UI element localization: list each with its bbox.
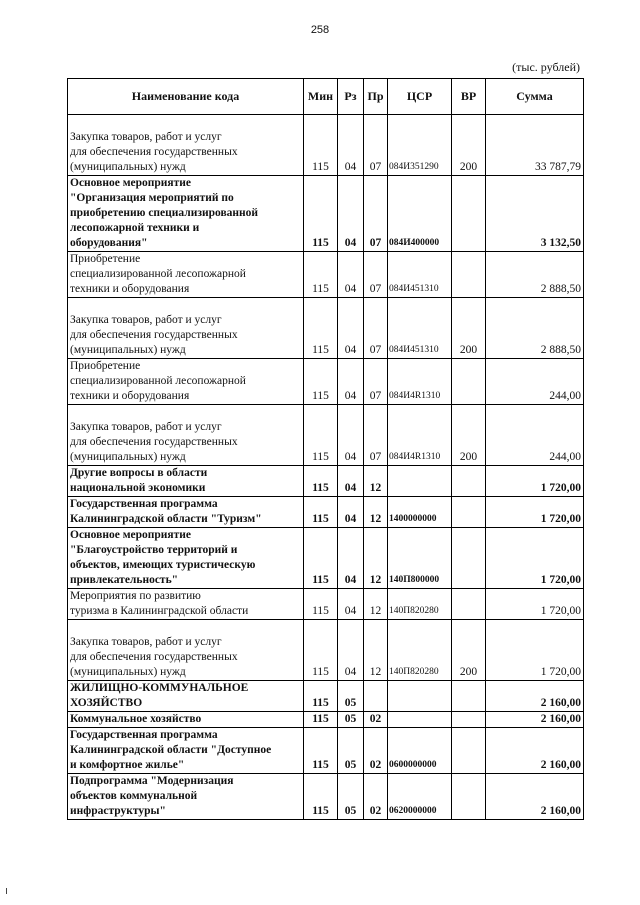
cell-name: Приобретение специализированной лесопожарной техники и оборудования xyxy=(68,359,304,405)
table-row xyxy=(68,728,584,774)
cell-sum: 244,00 xyxy=(486,359,584,405)
cell-min: 115 xyxy=(304,359,338,405)
table-row xyxy=(68,497,584,528)
cell-sum: 2 160,00 xyxy=(486,681,584,712)
cell-min: 115 xyxy=(304,589,338,620)
cell-pr: 12 xyxy=(364,589,388,620)
cell-sum: 3 132,50 xyxy=(486,176,584,252)
cell-sum: 2 160,00 xyxy=(486,774,584,820)
table-row xyxy=(68,359,584,405)
cell-vr xyxy=(452,359,486,405)
table-header-row xyxy=(68,79,584,115)
cell-csr: 084И451310 xyxy=(388,298,452,359)
cell-sum: 1 720,00 xyxy=(486,620,584,681)
cell-vr: 200 xyxy=(452,298,486,359)
cell-pr: 12 xyxy=(364,497,388,528)
cell-name: Подпрограмма "Модернизация объектов коммунальной инфраструктуры" xyxy=(68,774,304,820)
cell-csr: 0620000000 xyxy=(388,774,452,820)
cell-min: 115 xyxy=(304,176,338,252)
cell-pr: 07 xyxy=(364,252,388,298)
cell-pr: 07 xyxy=(364,298,388,359)
header-sum: Сумма xyxy=(486,79,584,115)
cell-csr: 084И400000 xyxy=(388,176,452,252)
cell-min: 115 xyxy=(304,620,338,681)
cell-sum: 1 720,00 xyxy=(486,497,584,528)
cell-csr xyxy=(388,712,452,728)
cell-sum: 1 720,00 xyxy=(486,466,584,497)
cell-sum: 1 720,00 xyxy=(486,528,584,589)
cell-sum: 244,00 xyxy=(486,405,584,466)
table-row xyxy=(68,466,584,497)
cell-csr: 1400000000 xyxy=(388,497,452,528)
cell-vr xyxy=(452,252,486,298)
cell-csr: 140П820280 xyxy=(388,620,452,681)
cell-csr: 140П800000 xyxy=(388,528,452,589)
cell-rz: 04 xyxy=(338,589,364,620)
table-row xyxy=(68,176,584,252)
table-row xyxy=(68,712,584,728)
cell-name: Основное мероприятие "Благоустройство территорий и объектов, имеющих туристическую привлекательность" xyxy=(68,528,304,589)
cell-rz: 04 xyxy=(338,620,364,681)
cell-vr xyxy=(452,681,486,712)
page-number: 258 xyxy=(310,24,330,36)
cell-csr: 084И4R1310 xyxy=(388,405,452,466)
cell-csr: 084И351290 xyxy=(388,115,452,176)
header-name: Наименование кода xyxy=(68,79,304,115)
cell-rz: 05 xyxy=(338,774,364,820)
cell-pr: 07 xyxy=(364,176,388,252)
cell-name: Основное мероприятие "Организация мероприятий по приобретению специализированной лесопожарной техники и оборудования" xyxy=(68,176,304,252)
cell-vr xyxy=(452,497,486,528)
cell-rz: 04 xyxy=(338,298,364,359)
cell-min: 115 xyxy=(304,712,338,728)
cell-rz: 04 xyxy=(338,466,364,497)
cell-rz: 05 xyxy=(338,712,364,728)
cell-vr xyxy=(452,712,486,728)
cell-rz: 04 xyxy=(338,497,364,528)
cell-vr: 200 xyxy=(452,115,486,176)
cell-name: Закупка товаров, работ и услуг для обеспечения государственных (муниципальных) нужд xyxy=(68,298,304,359)
cell-name: Закупка товаров, работ и услуг для обеспечения государственных (муниципальных) нужд xyxy=(68,115,304,176)
cell-sum: 2 888,50 xyxy=(486,298,584,359)
cell-name: Другие вопросы в области национальной экономики xyxy=(68,466,304,497)
table-row xyxy=(68,589,584,620)
cell-name: Закупка товаров, работ и услуг для обеспечения государственных (муниципальных) нужд xyxy=(68,405,304,466)
header-pr: Пр xyxy=(364,79,388,115)
cell-vr xyxy=(452,774,486,820)
table-row xyxy=(68,298,584,359)
units-label: (тыс. рублей) xyxy=(512,60,580,74)
header-vr: ВР xyxy=(452,79,486,115)
cell-name: Закупка товаров, работ и услуг для обеспечения государственных (муниципальных) нужд xyxy=(68,620,304,681)
cell-name: Государственная программа Калининградской области "Доступное и комфортное жилье" xyxy=(68,728,304,774)
table-row xyxy=(68,405,584,466)
cell-vr xyxy=(452,466,486,497)
cell-name: Коммунальное хозяйство xyxy=(68,712,304,728)
cell-name: Приобретение специализированной лесопожарной техники и оборудования xyxy=(68,252,304,298)
cell-name: ЖИЛИЩНО-КОММУНАЛЬНОЕ ХОЗЯЙСТВО xyxy=(68,681,304,712)
cell-csr: 0600000000 xyxy=(388,728,452,774)
cell-vr xyxy=(452,728,486,774)
cell-rz: 04 xyxy=(338,528,364,589)
cell-min: 115 xyxy=(304,681,338,712)
cell-rz: 05 xyxy=(338,728,364,774)
cell-pr xyxy=(364,681,388,712)
cell-pr: 12 xyxy=(364,466,388,497)
table-row xyxy=(68,774,584,820)
cell-csr: 084И4R1310 xyxy=(388,359,452,405)
cell-min: 115 xyxy=(304,774,338,820)
cell-rz: 04 xyxy=(338,252,364,298)
cell-min: 115 xyxy=(304,497,338,528)
cell-min: 115 xyxy=(304,298,338,359)
cell-name: Государственная программа Калининградской области "Туризм" xyxy=(68,497,304,528)
cell-sum: 2 160,00 xyxy=(486,728,584,774)
cell-pr: 07 xyxy=(364,405,388,466)
cell-vr: 200 xyxy=(452,405,486,466)
cell-min: 115 xyxy=(304,252,338,298)
cell-sum: 33 787,79 xyxy=(486,115,584,176)
cell-name: Мероприятия по развитию туризма в Калининградской области xyxy=(68,589,304,620)
cell-vr: 200 xyxy=(452,620,486,681)
cell-vr xyxy=(452,589,486,620)
cell-min: 115 xyxy=(304,728,338,774)
table-row xyxy=(68,528,584,589)
cell-rz: 04 xyxy=(338,359,364,405)
cell-vr xyxy=(452,528,486,589)
cell-csr: 140П820280 xyxy=(388,589,452,620)
cell-pr: 02 xyxy=(364,728,388,774)
budget-table xyxy=(67,78,584,820)
header-csr: ЦСР xyxy=(388,79,452,115)
cell-rz: 04 xyxy=(338,176,364,252)
cell-rz: 04 xyxy=(338,115,364,176)
cell-sum: 2 160,00 xyxy=(486,712,584,728)
table-row xyxy=(68,620,584,681)
cell-pr: 07 xyxy=(364,115,388,176)
cell-sum: 2 888,50 xyxy=(486,252,584,298)
cell-pr: 07 xyxy=(364,359,388,405)
cell-min: 115 xyxy=(304,466,338,497)
cell-min: 115 xyxy=(304,115,338,176)
header-rz: Рз xyxy=(338,79,364,115)
cell-pr: 02 xyxy=(364,712,388,728)
cell-rz: 04 xyxy=(338,405,364,466)
cell-min: 115 xyxy=(304,405,338,466)
margin-mark xyxy=(6,888,7,894)
cell-sum: 1 720,00 xyxy=(486,589,584,620)
cell-csr xyxy=(388,466,452,497)
table-row xyxy=(68,115,584,176)
cell-pr: 02 xyxy=(364,774,388,820)
cell-pr: 12 xyxy=(364,620,388,681)
cell-rz: 05 xyxy=(338,681,364,712)
cell-vr xyxy=(452,176,486,252)
header-min: Мин xyxy=(304,79,338,115)
table-row xyxy=(68,681,584,712)
cell-csr: 084И451310 xyxy=(388,252,452,298)
table-row xyxy=(68,252,584,298)
cell-pr: 12 xyxy=(364,528,388,589)
cell-csr xyxy=(388,681,452,712)
cell-min: 115 xyxy=(304,528,338,589)
